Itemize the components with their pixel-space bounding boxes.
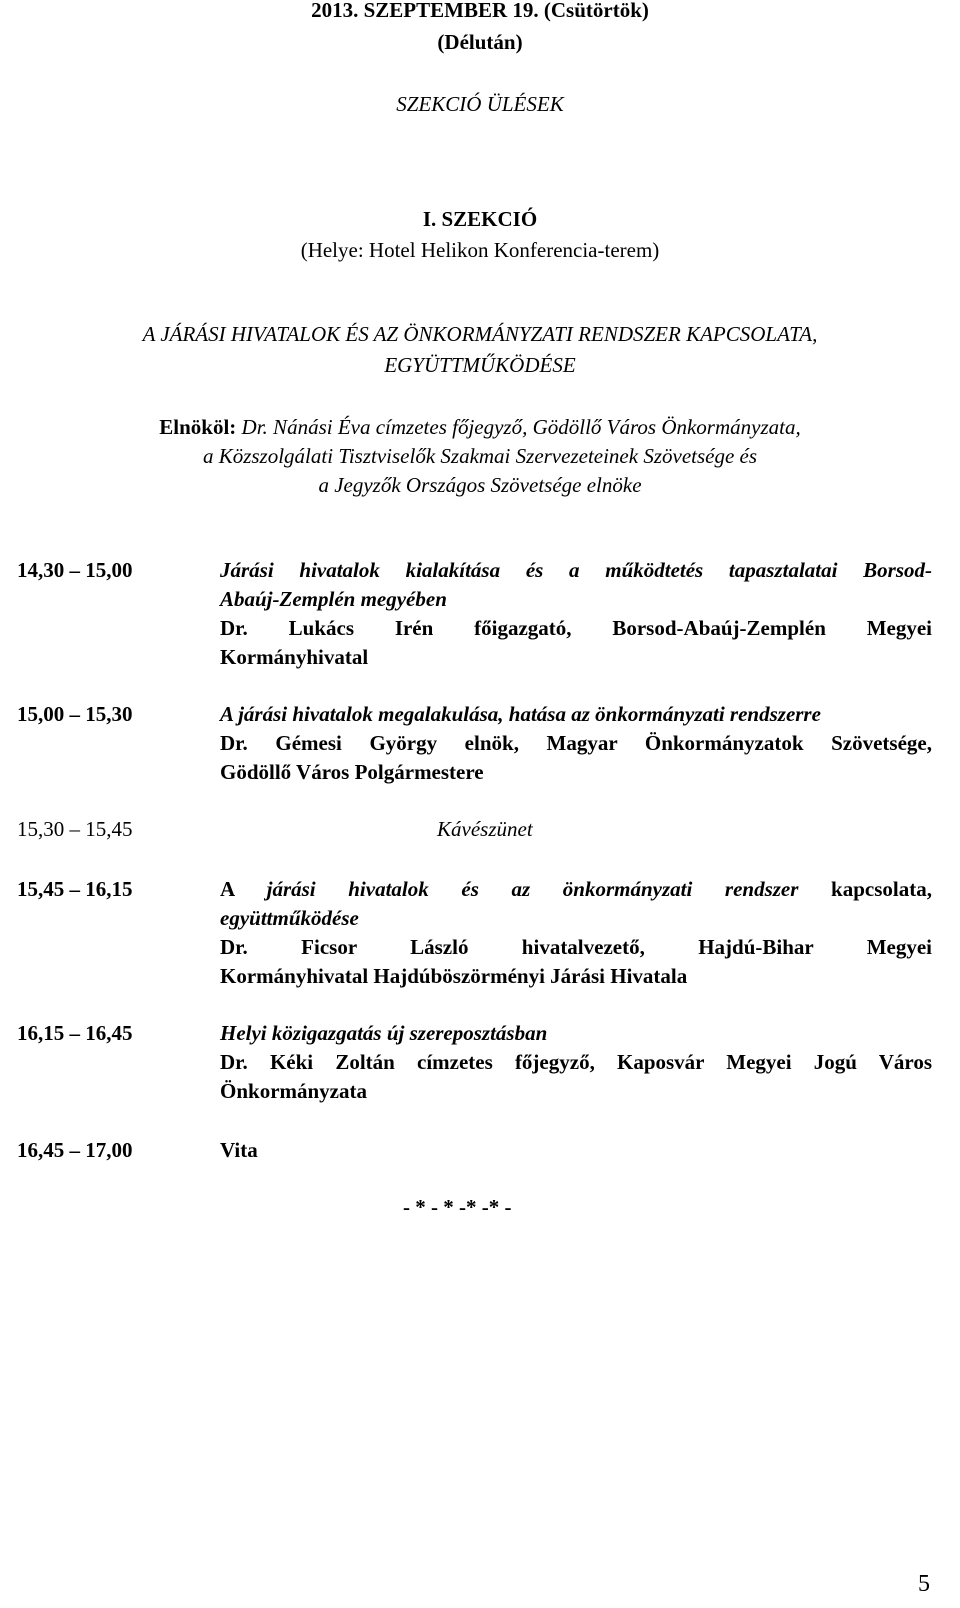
program-speaker: Dr. Kéki Zoltán címzetes főjegyző, Kaposvár Megyei Jogú Város <box>220 1050 932 1074</box>
section-title-line1: A JÁRÁSI HIVATALOK ÉS AZ ÖNKORMÁNYZATI RENDSZER KAPCSOLATA, <box>142 322 818 346</box>
program-item <box>220 700 932 787</box>
program-title-italic: járási hivatalok és az önkormányzati rendszer <box>266 877 799 901</box>
part-of-day: (Délután) <box>437 30 523 54</box>
program-title: Abaúj-Zemplén megyében <box>220 587 447 611</box>
program-time: 15,30 – 15,45 <box>17 817 133 841</box>
page-number: 5 <box>918 1571 930 1597</box>
program-time: 16,15 – 16,45 <box>17 1021 133 1045</box>
section-title-line2: EGYÜTTMŰKÖDÉSE <box>384 353 576 377</box>
chair-line2: a Közszolgálati Tisztviselők Szakmai Szervezeteinek Szövetsége és <box>202 444 758 468</box>
program-title: együttműködése <box>220 906 359 930</box>
chair-label: Elnököl: <box>159 415 237 439</box>
program-item <box>220 875 932 991</box>
chair-line3: a Jegyzők Országos Szövetsége elnöke <box>318 473 642 497</box>
section-name: I. SZEKCIÓ <box>422 207 538 231</box>
program-speaker: Dr. Gémesi György elnök, Magyar Önkormányzatok Szövetsége, <box>220 731 932 755</box>
program-time: 16,45 – 17,00 <box>17 1138 133 1162</box>
program-item <box>220 1019 932 1106</box>
program-time: 15,00 – 15,30 <box>17 702 133 726</box>
section-venue: (Helye: Hotel Helikon Konferencia-terem) <box>300 238 660 262</box>
program-speaker: Kormányhivatal Hajdúböszörményi Járási Hivatala <box>220 964 688 988</box>
program-item <box>220 556 932 672</box>
program-speaker: Gödöllő Város Polgármestere <box>220 760 484 784</box>
date-heading: 2013. SZEPTEMBER 19. (Csütörtök) <box>311 0 649 22</box>
program-speaker: Dr. Ficsor László hivatalvezető, Hajdú-Bihar Megyei <box>220 935 932 959</box>
program-speaker: Önkormányzata <box>220 1079 367 1103</box>
program-time: 14,30 – 15,00 <box>17 558 133 582</box>
program-title: A járási hivatalok megalakulása, hatása az önkormányzati rendszerre <box>220 702 821 726</box>
program-speaker: Dr. Lukács Irén főigazgató, Borsod-Abaúj-Zemplén Megyei <box>220 616 932 640</box>
program-item <box>220 1136 932 1165</box>
program-title: Helyi közigazgatás új szereposztásban <box>220 1021 548 1045</box>
program-title: Járási hivatalok kialakítása és a működtetés tapasztalatai Borsod- <box>220 558 932 582</box>
program-title <box>220 875 932 904</box>
program-title-suffix: kapcsolata, <box>798 877 932 901</box>
coffee-break: Kávészünet <box>437 817 533 841</box>
program-time: 15,45 – 16,15 <box>17 877 133 901</box>
end-mark: - * - * -* -* - <box>403 1195 512 1219</box>
program-title: Vita <box>220 1138 258 1162</box>
program-title-prefix: A <box>220 877 267 901</box>
chair-line1 <box>0 413 960 442</box>
chair-name: Dr. Nánási Éva címzetes főjegyző, Gödöllő Város Önkormányzata, <box>236 415 801 439</box>
program-speaker: Kormányhivatal <box>220 645 369 669</box>
sessions-title: SZEKCIÓ ÜLÉSEK <box>396 92 564 116</box>
